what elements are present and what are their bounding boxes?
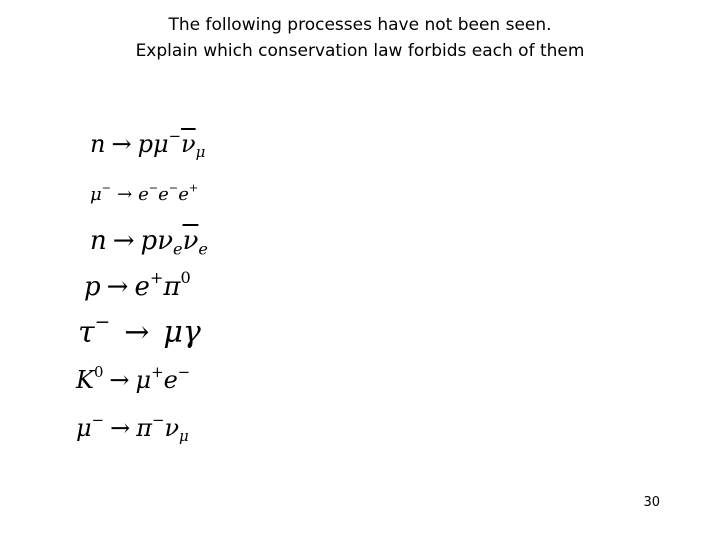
process-2-equation: μ− → e−e−e+ [90,181,199,205]
title-line-1: The following processes have not been seen. [168,15,552,35]
process-1-text [0,0,1,1]
slide-title [0,12,720,64]
process-5-equation: τ− → μγ [78,312,201,350]
process-6-equation: $K^0 \to \mu^+e^-$ [76,362,191,394]
process-text-list [0,0,1,1]
process-1-equation: $n \to p\mu^-\overline{\nu}_\mu$ [90,126,206,162]
title-line-2: Explain which conservation law forbids each of them [135,41,585,61]
process-3-equation: $n \to p\nu_e\overline{\nu}_e$ [90,226,208,259]
process-7-equation: $\mu^- \to \pi^-\nu_\mu$ [76,410,189,446]
process-4-equation: $p \to e^+\pi^0$ [84,267,191,302]
page-number: 30 [643,495,660,510]
